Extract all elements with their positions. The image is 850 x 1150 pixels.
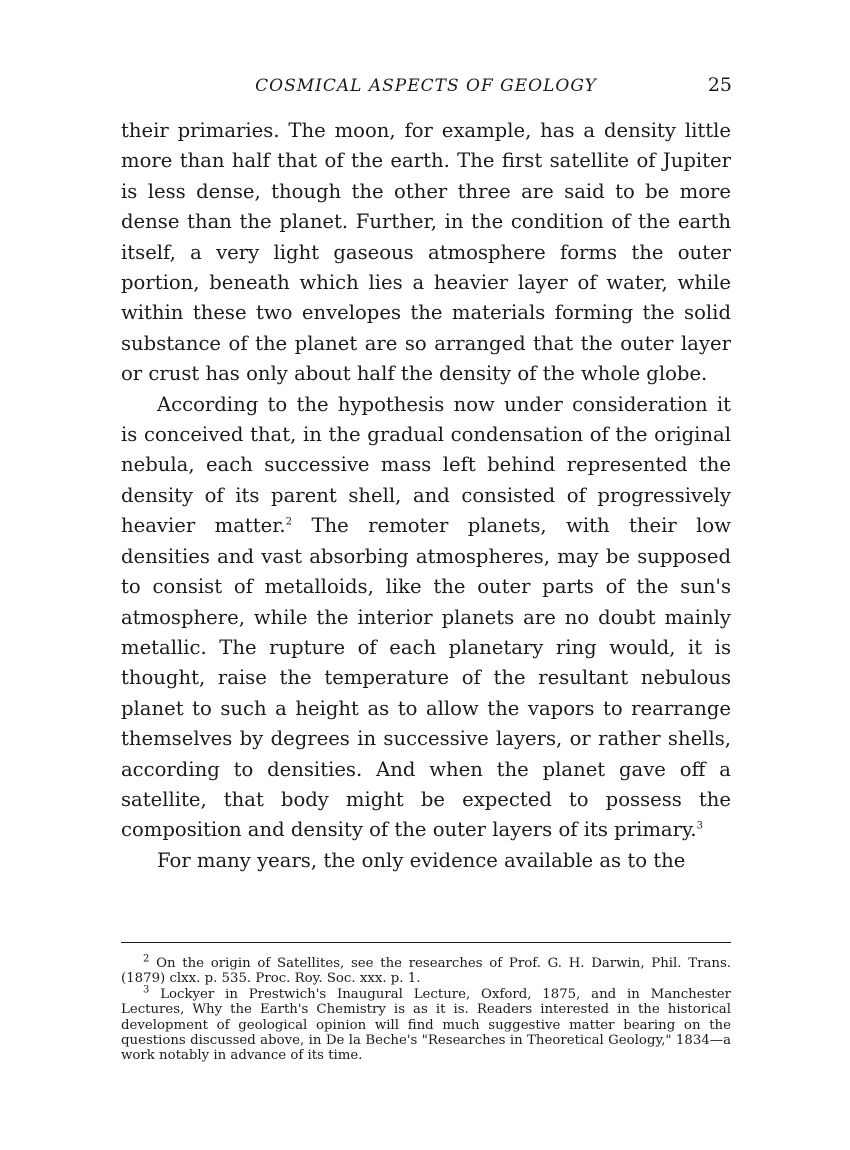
footnote-ref-3: 3	[696, 820, 704, 832]
page-number: 25	[707, 74, 732, 96]
footnote-ref-2: 2	[285, 516, 293, 528]
body-text	[121, 116, 731, 876]
paragraph-2-text-b: The remoter planets, with their low densities and vast absorbing atmospheres, may be supposed to consist of metalloids, like the outer parts of the sun's atmosphere, while the interior planets are no doubt mainly metallic. The rupture of each planetary ring would, it is thought, raise the temperature of the resultant nebulous planet to such a height as to allow the vapors to rearrange themselves by degrees in successive layers, or rather shells, according to densities. And when the planet gave off a satellite, that body might be expected to possess the composition and density of the outer layers of its primary.	[121, 514, 732, 842]
footnotes	[121, 953, 731, 1064]
paragraph-2	[121, 390, 731, 846]
footnote-3	[121, 984, 731, 1064]
footnote-3-mark: 3	[143, 984, 150, 996]
footnote-rule	[121, 942, 731, 943]
paragraph-3	[121, 846, 731, 876]
footnote-2	[121, 953, 731, 987]
paragraph-3-text: For many years, the only evidence available as to the	[157, 848, 686, 872]
running-head: COSMICAL ASPECTS OF GEOLOGY	[255, 76, 597, 96]
footnote-3-text: Lockyer in Prestwich's Inaugural Lecture, Oxford, 1875, and in Manchester Lectures, Why the Earth's Chemistry is as it is. Readers interested in the historical development of geological opinion will find much suggestive matter bearing on the questions discussed above, in De la Beche's "Researches in Theoretical Geology," 1834—a work notably in advance of its time.	[121, 986, 731, 1064]
footnote-2-mark: 2	[143, 953, 150, 965]
paragraph-1	[121, 116, 731, 390]
paragraph-2-text-a: According to the hypothesis now under consideration it is conceived that, in the gradual condensation of the original nebula, each successive mass left behind represented the density of its parent shell, and consisted of progressively heavier matter.	[121, 392, 731, 538]
paragraph-1-text: their primaries. The moon, for example, has a density little more than half that of the earth. The first satellite of Jupiter is less dense, though the other three are said to be more dense than the planet. Further, in the condition of the earth itself, a very light gaseous atmosphere forms the outer portion, beneath which lies a heavier layer of water, while within these two envelopes the materials forming the solid substance of the planet are so arranged that the outer layer or crust has only about half the density of the whole globe.	[121, 119, 731, 386]
page-header	[120, 74, 732, 102]
footnote-2-text: On the origin of Satellites, see the researches of Prof. G. H. Darwin, Phil. Trans. (1879) clxx. p. 535. Proc. Roy. Soc. xxx. p. 1.	[121, 956, 731, 987]
